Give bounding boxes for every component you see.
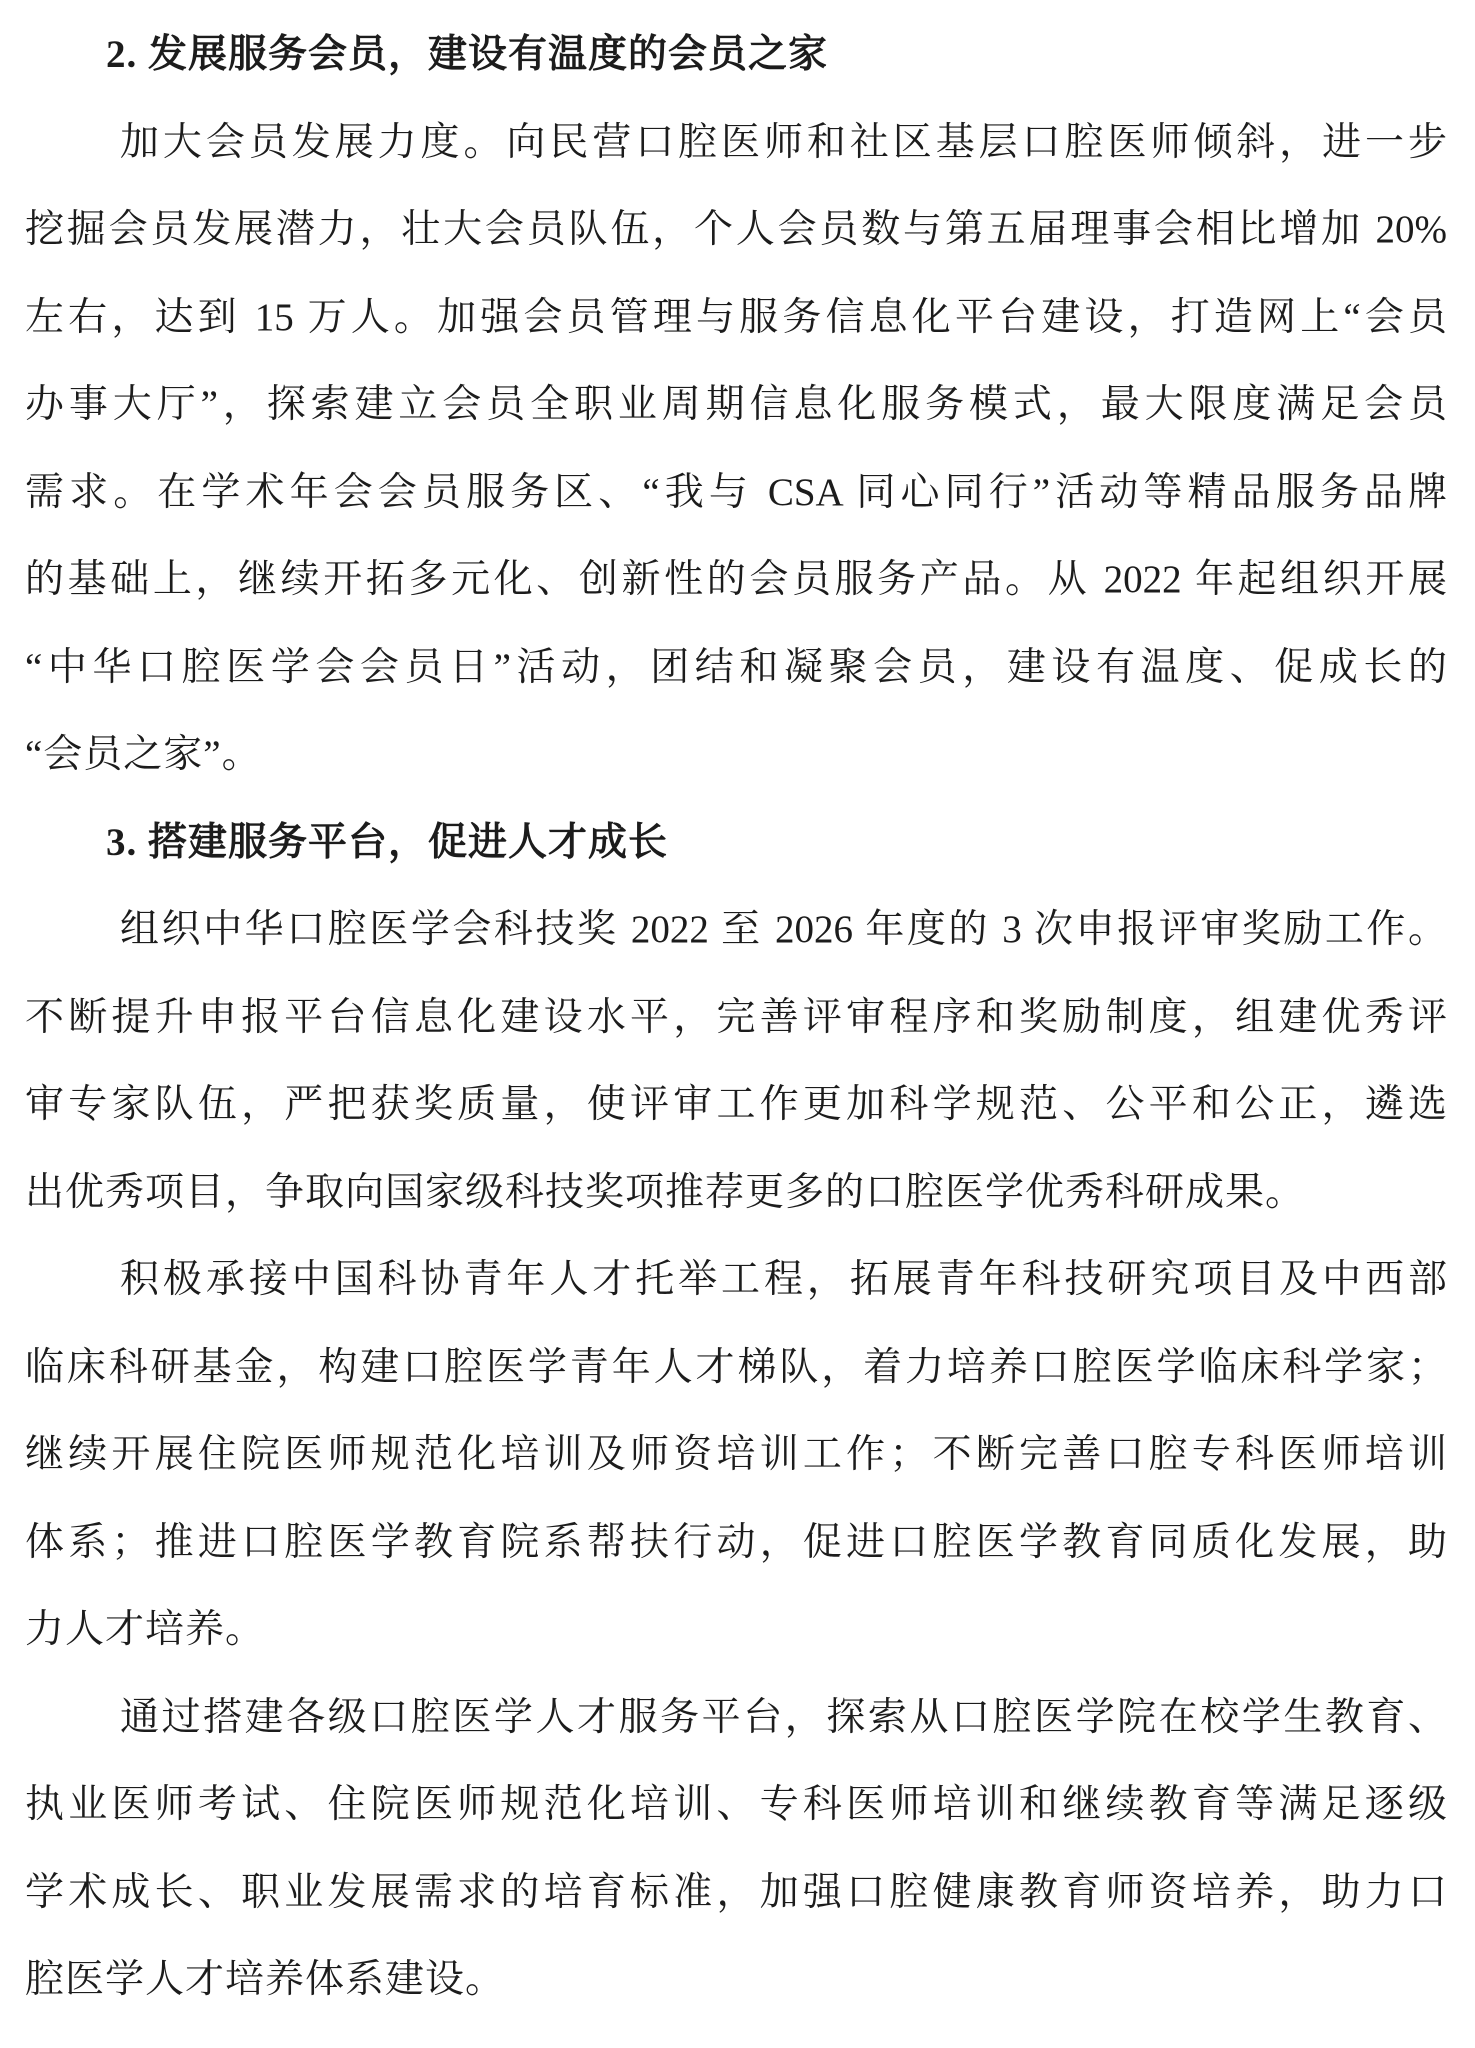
text-line: 的基础上，继续开拓多元化、创新性的会员服务产品。从 2022 年起组织开展 <box>25 558 1447 601</box>
text-line: 力人才培养。 <box>25 1608 266 1651</box>
text-line: 体系；推进口腔医学教育院系帮扶行动，促进口腔医学教育同质化发展，助 <box>25 1520 1447 1564</box>
text-line: “中华口腔医学会会员日”活动，团结和凝聚会员，建设有温度、促成长的 <box>25 645 1447 689</box>
text-line: 积极承接中国科协青年人才托举工程，拓展青年科技研究项目及中西部 <box>120 1258 1447 1301</box>
text-line: 左右，达到 15 万人。加强会员管理与服务信息化平台建设，打造网上“会员 <box>25 295 1447 339</box>
text-line: 通过搭建各级口腔医学人才服务平台，探索从口腔医学院在校学生教育、 <box>120 1695 1447 1739</box>
text-line: 执业医师考试、住院医师规范化培训、专科医师培训和继续教育等满足逐级 <box>25 1783 1447 1826</box>
text-line: 组织中华口腔医学会科技奖 2022 至 2026 年度的 3 次申报评审奖励工作。 <box>120 908 1447 951</box>
text-line: 办事大厅”，探索建立会员全职业周期信息化服务模式，最大限度满足会员 <box>25 383 1447 426</box>
text-line: 需求。在学术年会会员服务区、“我与 CSA 同心同行”活动等精品服务品牌 <box>25 470 1447 514</box>
section-heading: 2. 发展服务会员，建设有温度的会员之家 <box>106 33 829 76</box>
document-page <box>25 11 1447 2024</box>
text-line: 不断提升申报平台信息化建设水平，完善评审程序和奖励制度，组建优秀评 <box>25 995 1447 1039</box>
text-line: 继续开展住院医师规范化培训及师资培训工作；不断完善口腔专科医师培训 <box>25 1433 1447 1476</box>
text-line: “会员之家”。 <box>25 733 262 776</box>
text-line: 临床科研基金，构建口腔医学青年人才梯队，着力培养口腔医学临床科学家； <box>25 1345 1447 1389</box>
section-heading: 3. 搭建服务平台，促进人才成长 <box>106 820 669 864</box>
text-line: 腔医学人才培养体系建设。 <box>25 1958 506 2001</box>
text-line: 加大会员发展力度。向民营口腔医师和社区基层口腔医师倾斜，进一步 <box>120 120 1447 164</box>
text-line: 审专家队伍，严把获奖质量，使评审工作更加科学规范、公平和公正，遴选 <box>25 1083 1447 1126</box>
text-line: 学术成长、职业发展需求的培育标准，加强口腔健康教育师资培养，助力口 <box>25 1870 1447 1914</box>
text-line: 挖掘会员发展潜力，壮大会员队伍，个人会员数与第五届理事会相比增加 20% <box>25 208 1447 251</box>
text-line: 出优秀项目，争取向国家级科技奖项推荐更多的口腔医学优秀科研成果。 <box>25 1170 1306 1214</box>
